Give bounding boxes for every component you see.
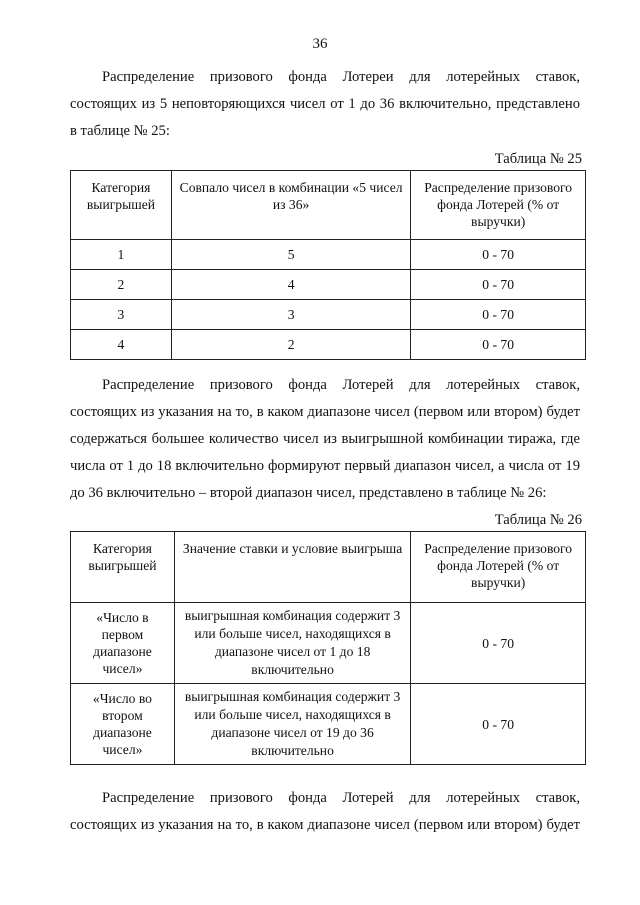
paragraph-table26-intro xyxy=(70,372,580,507)
table25-caption: Таблица № 25 xyxy=(494,151,582,167)
table26-caption: Таблица № 26 xyxy=(494,512,582,528)
cell-distribution: 0 - 70 xyxy=(411,270,586,300)
cell-matches: 5 xyxy=(171,240,410,270)
cell-category: «Число в первом диапазоне чисел» xyxy=(71,603,175,684)
cell-matches: 3 xyxy=(171,300,410,330)
column-header-distribution: Распределение призового фонда Лотерей (% от выручки) xyxy=(411,532,586,603)
page-number: 36 xyxy=(312,36,328,52)
table-row xyxy=(71,603,586,684)
cell-distribution: 0 - 70 xyxy=(411,684,586,765)
cell-distribution: 0 - 70 xyxy=(411,300,586,330)
paragraph-continuation xyxy=(70,785,580,839)
column-header-condition: Значение ставки и условие выигрыша xyxy=(174,532,410,603)
column-header-category: Категория выигрышей xyxy=(71,171,172,240)
cell-distribution: 0 - 70 xyxy=(411,603,586,684)
table-row xyxy=(71,300,586,330)
table-row xyxy=(71,240,586,270)
table26 xyxy=(70,531,586,765)
paragraph-line: числа от 1 до 18 включительно формируют первый диапазон чисел, а числа от 19 xyxy=(70,458,580,474)
table-header-row xyxy=(71,171,586,240)
paragraph-line: состоящих из 5 неповторяющихся чисел от 1 до 36 включительно, представлено xyxy=(70,96,580,112)
paragraph-line: содержаться большее количество чисел из выигрышной комбинации тиража, где xyxy=(70,431,580,447)
column-header-matches: Совпало чисел в комбинации «5 чисел из 36» xyxy=(171,171,410,240)
table25 xyxy=(70,170,586,360)
cell-category: 1 xyxy=(71,240,172,270)
paragraph-line: Распределение призового фонда Лотерей для лотерейных ставок, xyxy=(102,377,580,393)
table-row xyxy=(71,330,586,360)
paragraph-line: в таблице № 25: xyxy=(70,123,170,139)
paragraph-line: Распределение призового фонда Лотереи для лотерейных ставок, xyxy=(102,69,580,85)
cell-distribution: 0 - 70 xyxy=(411,240,586,270)
paragraph-line: Распределение призового фонда Лотерей для лотерейных ставок, xyxy=(102,790,580,806)
cell-matches: 4 xyxy=(171,270,410,300)
cell-condition: выигрышная комбинация содержит 3 или больше чисел, находящихся в диапазоне чисел от 19 до 36 включительно xyxy=(174,684,410,765)
table-header-row xyxy=(71,532,586,603)
column-header-category: Категория выигрышей xyxy=(71,532,175,603)
paragraph-line: состоящих из указания на то, в каком диапазоне чисел (первом или втором) будет xyxy=(70,817,580,833)
column-header-distribution: Распределение призового фонда Лотерей (% от выручки) xyxy=(411,171,586,240)
cell-distribution: 0 - 70 xyxy=(411,330,586,360)
cell-category: 4 xyxy=(71,330,172,360)
paragraph-line: состоящих из указания на то, в каком диапазоне чисел (первом или втором) будет xyxy=(70,404,580,420)
table-row xyxy=(71,684,586,765)
cell-category: 2 xyxy=(71,270,172,300)
cell-matches: 2 xyxy=(171,330,410,360)
table-row xyxy=(71,270,586,300)
cell-condition: выигрышная комбинация содержит 3 или больше чисел, находящихся в диапазоне чисел от 1 до 18 включительно xyxy=(174,603,410,684)
cell-category: «Число во втором диапазоне чисел» xyxy=(71,684,175,765)
cell-category: 3 xyxy=(71,300,172,330)
paragraph-table25-intro xyxy=(70,64,580,145)
paragraph-line: до 36 включительно – второй диапазон чисел, представлено в таблице № 26: xyxy=(70,485,547,501)
